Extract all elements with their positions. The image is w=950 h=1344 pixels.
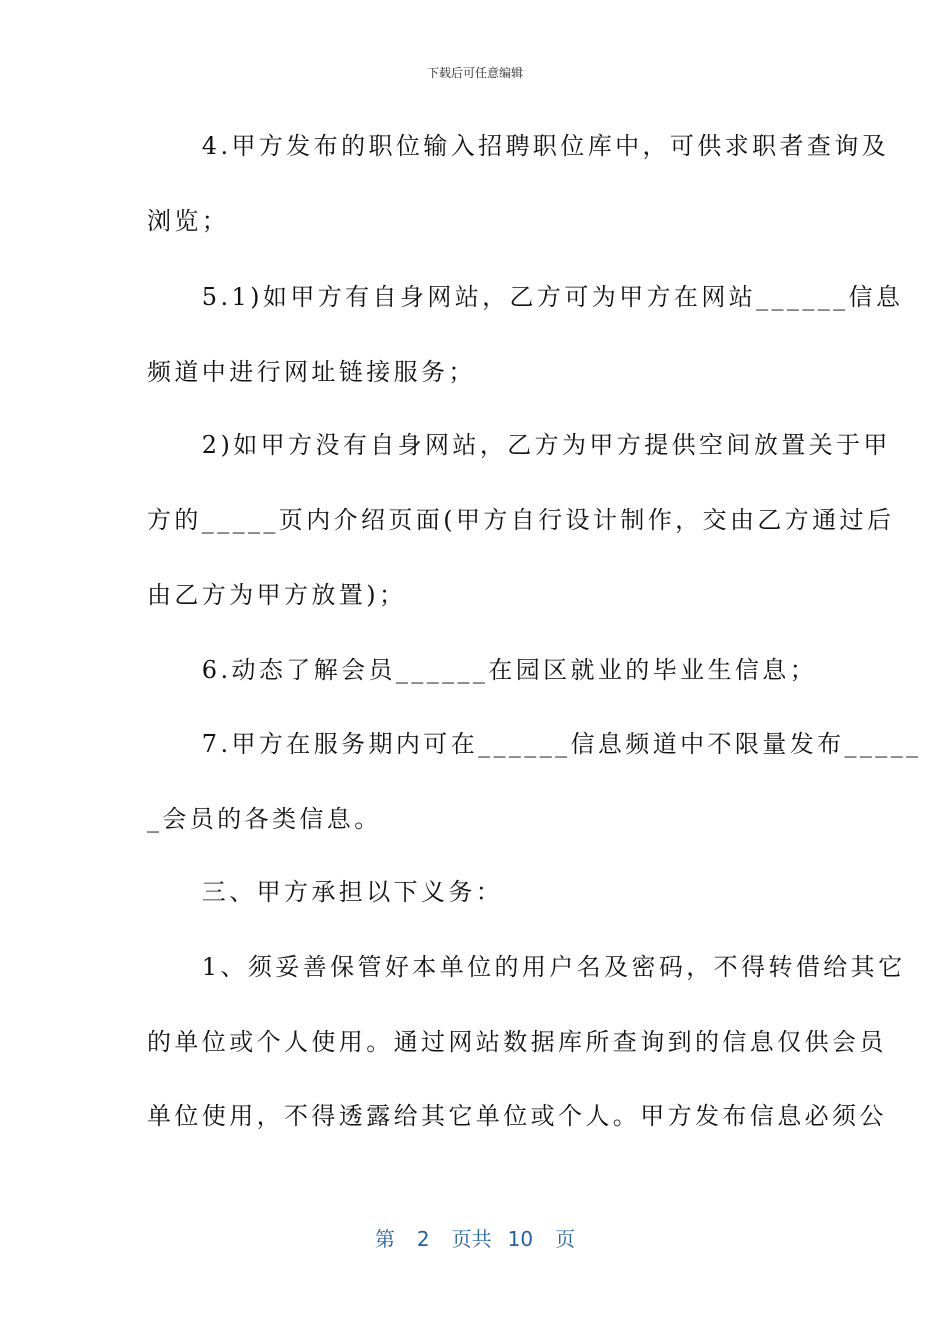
text-line: 1、须妥善保管好本单位的用户名及密码，不得转借给其它 bbox=[147, 953, 906, 981]
footer-suffix: 页 bbox=[555, 1227, 576, 1251]
text-line: 频道中进行网址链接服务； bbox=[147, 358, 476, 386]
text-line: _会员的各类信息。 bbox=[147, 805, 382, 833]
text-line: 的单位或个人使用。通过网站数据库所查询到的信息仅供会员 bbox=[147, 1028, 887, 1056]
text-line: 由乙方为甲方放置)； bbox=[147, 581, 407, 609]
text-line: 4.甲方发布的职位输入招聘职位库中，可供求职者查询及 bbox=[147, 132, 890, 160]
text-line: 5.1)如甲方有自身网站，乙方可为甲方在网站______信息 bbox=[147, 283, 904, 311]
footer-prefix: 第 bbox=[374, 1227, 395, 1251]
text-line: 6.动态了解会员______在园区就业的毕业生信息； bbox=[147, 656, 818, 684]
text-line: 2)如甲方没有自身网站，乙方为甲方提供空间放置关于甲 bbox=[147, 431, 891, 459]
text-line: 方的_____页内介绍页面(甲方自行设计制作，交由乙方通过后 bbox=[147, 506, 895, 534]
text-line: 三、甲方承担以下义务： bbox=[147, 878, 504, 906]
header-text: 下载后可任意编辑 bbox=[426, 66, 523, 80]
page-footer bbox=[0, 1224, 950, 1254]
footer-page-number: 2 bbox=[416, 1227, 430, 1251]
footer-middle: 页共 bbox=[451, 1227, 492, 1251]
footer-total-pages: 10 bbox=[507, 1227, 534, 1251]
text-line: 7.甲方在服务期内可在______信息频道中不限量发布_____ bbox=[147, 730, 922, 758]
text-line: 浏览； bbox=[147, 207, 230, 235]
page-header bbox=[0, 64, 950, 82]
text-line: 单位使用，不得透露给其它单位或个人。甲方发布信息必须公 bbox=[147, 1102, 887, 1130]
